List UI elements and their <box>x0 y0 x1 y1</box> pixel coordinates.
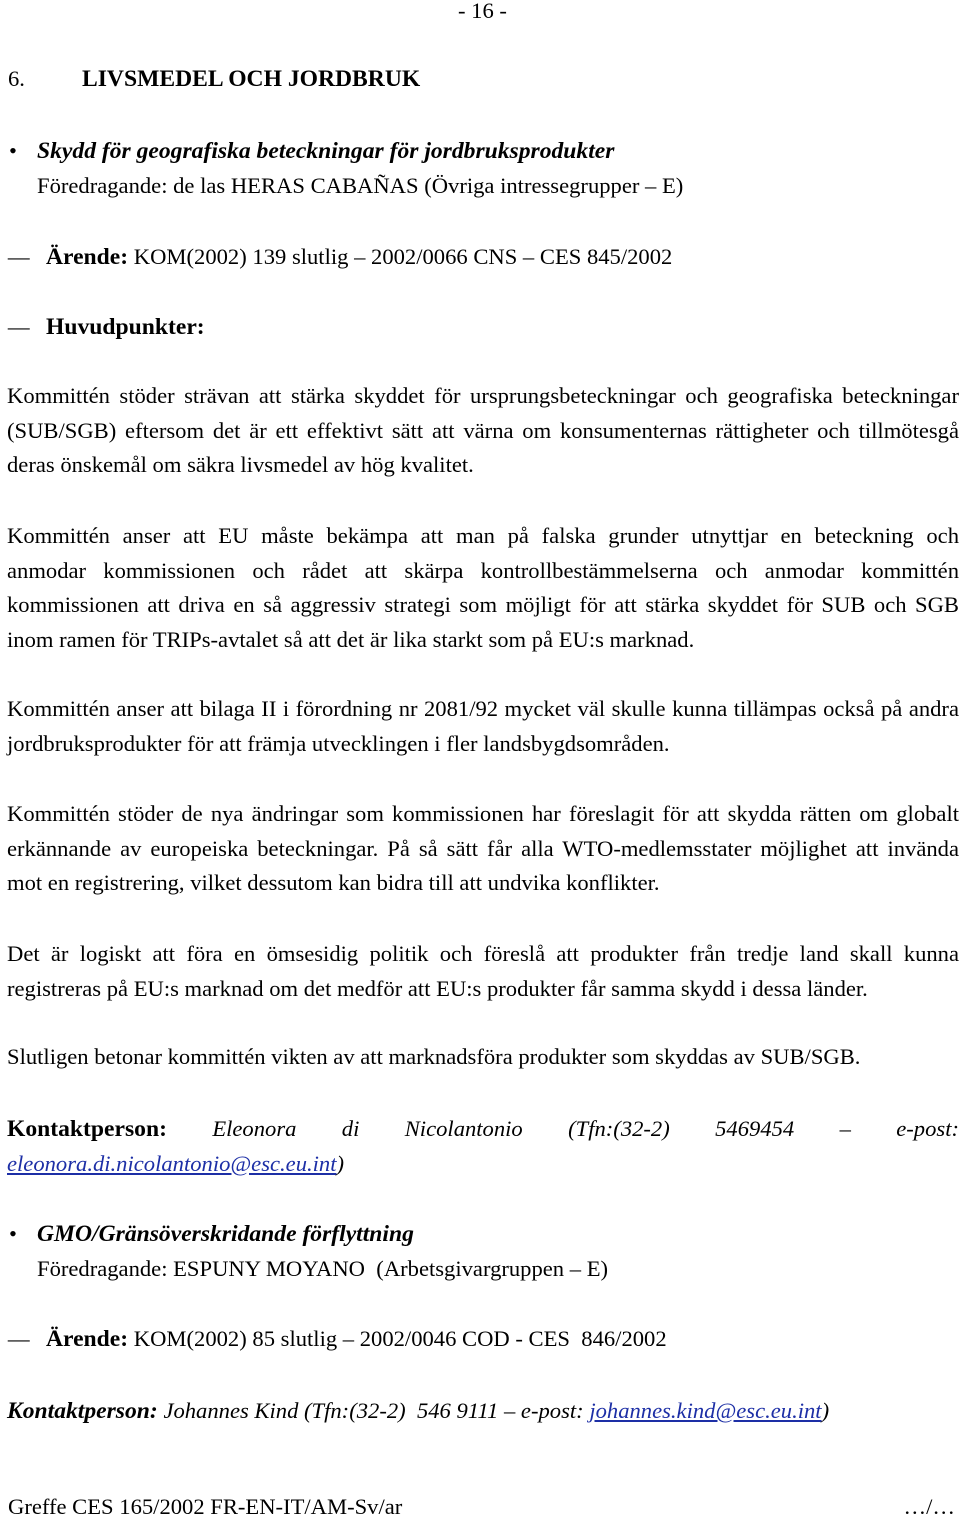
paragraph-line: Slutligen betonar kommittén vikten av att marknadsföra produkter som skyddas av SUB/SGB. <box>7 1044 861 1069</box>
dash-icon: – <box>8 244 30 269</box>
bullet-icon: • <box>9 1221 17 1246</box>
section-number: 6. <box>8 66 25 91</box>
paragraph-line: Kommittén anser att EU måste bekämpa att man på falska grunder utnyttjar en beteckning och <box>7 523 959 548</box>
page-number: - 16 - <box>458 0 507 23</box>
section-title: LIVSMEDEL OCH JORDBRUK <box>82 66 421 92</box>
item-2-title-row <box>0 1217 959 1252</box>
contact-details: Eleonora di Nicolantonio (Tfn:(32-2) 5469454 – e-post: <box>212 1116 959 1141</box>
item-2-case <box>46 1322 667 1357</box>
contact-label: Kontaktperson: <box>7 1398 158 1424</box>
item-1-rapporteur: Föredragande: de las HERAS CABAÑAS (Övriga intressegrupper – E) <box>37 172 684 198</box>
contact-line <box>7 1394 959 1429</box>
contact-email-link[interactable]: eleonora.di.nicolantonio@esc.eu.int <box>7 1150 337 1176</box>
paragraph-6 <box>7 1040 959 1075</box>
paragraph-1 <box>7 379 959 483</box>
footer-reference: Greffe CES 165/2002 FR-EN-IT/AM-Sv/ar <box>8 1494 403 1519</box>
paragraph-line: jordbruksprodukter för att främja utvecklingen i fler landsbygdsområden. <box>7 730 670 756</box>
paragraph-line: erkännande av europeiska beteckningar. På så sätt får alla WTO-medlemsstater möjlighet att invända <box>7 835 959 861</box>
key-points-line <box>0 310 959 345</box>
contact-email-line <box>7 1147 959 1182</box>
paragraph-line: Kommittén stöder de nya ändringar som kommissionen har föreslagit för att skydda rätten om globalt <box>7 801 959 826</box>
contact-line <box>7 1112 959 1147</box>
paragraph-line: (SUB/SGB) eftersom det är ett effektivt sätt att värna om konsumenternas rättigheter och tillmötesgå <box>7 417 959 443</box>
paragraph-3 <box>7 692 959 761</box>
item-1-case-line <box>0 240 959 275</box>
footer-continuation: …/… <box>903 1494 955 1519</box>
page-footer <box>0 1494 960 1520</box>
item-1-title-row <box>0 134 959 169</box>
contact-email-link[interactable]: johannes.kind@esc.eu.int <box>589 1398 822 1423</box>
paragraph-4 <box>7 797 959 901</box>
case-label: Ärende: <box>46 244 129 270</box>
contact-label: Kontaktperson: <box>7 1116 167 1142</box>
dash-icon: – <box>8 314 30 339</box>
item-1-contact <box>7 1112 959 1181</box>
item-1-case <box>46 240 672 275</box>
paragraph-line: Det är logiskt att föra en ömsesidig politik och föreslå att produkter från tredje land skall kunna <box>7 941 959 966</box>
item-2-rapporteur-row <box>0 1252 959 1287</box>
case-label: Ärende: <box>46 1326 129 1352</box>
section-heading <box>0 62 959 97</box>
item-2-contact <box>7 1394 959 1429</box>
paragraph-line: Kommittén stöder strävan att stärka skyddet för ursprungsbeteckningar och geografiska beteckningar <box>7 383 959 408</box>
item-1-rapporteur-row <box>0 169 959 204</box>
item-1-title: Skydd för geografiska beteckningar för jordbruksprodukter <box>37 138 615 164</box>
paragraph-line: mot en registrering, vilket dessutom kan bidra till att undvika konflikter. <box>7 870 660 895</box>
paragraph-2 <box>7 519 959 657</box>
bullet-icon: • <box>9 138 17 163</box>
paragraph-line: registreras på EU:s marknad om det medför att EU:s produkter får samma skydd i dessa länder. <box>7 975 868 1001</box>
paragraph-line: kommissionen att driva en så aggressiv strategi som möjligt för att stärka skyddet för SUB och SGB <box>7 592 959 617</box>
dash-icon: – <box>8 1326 30 1351</box>
paragraph-5 <box>7 937 959 1006</box>
item-2-case-line <box>0 1322 959 1357</box>
case-reference: KOM(2002) 139 slutlig – 2002/0066 CNS – CES 845/2002 <box>133 244 673 269</box>
paragraph-line: inom ramen för TRIPs-avtalet så att det är lika starkt som på EU:s marknad. <box>7 626 695 652</box>
paragraph-line: deras önskemål om säkra livsmedel av hög kvalitet. <box>7 452 474 477</box>
item-2-title: GMO/Gränsöverskridande förflyttning <box>37 1221 414 1247</box>
item-2-rapporteur: Föredragande: ESPUNY MOYANO (Arbetsgivargruppen – E) <box>37 1255 609 1281</box>
contact-details: Johannes Kind (Tfn:(32-2) 546 9111 – e-post: <box>163 1398 584 1423</box>
paragraph-line: Kommittén anser att bilaga II i förordning nr 2081/92 mycket väl skulle kunna tillämpas också på andra <box>7 696 959 721</box>
key-points-label: Huvudpunkter: <box>46 314 205 340</box>
contact-suffix: ) <box>336 1150 345 1176</box>
case-reference: KOM(2002) 85 slutlig – 2002/0046 COD - CES 846/2002 <box>133 1326 667 1351</box>
paragraph-line: anmodar kommissionen och rådet att skärpa kontrollbestämmelserna och anmodar kommittén <box>7 557 959 583</box>
contact-suffix: ) <box>821 1398 830 1423</box>
